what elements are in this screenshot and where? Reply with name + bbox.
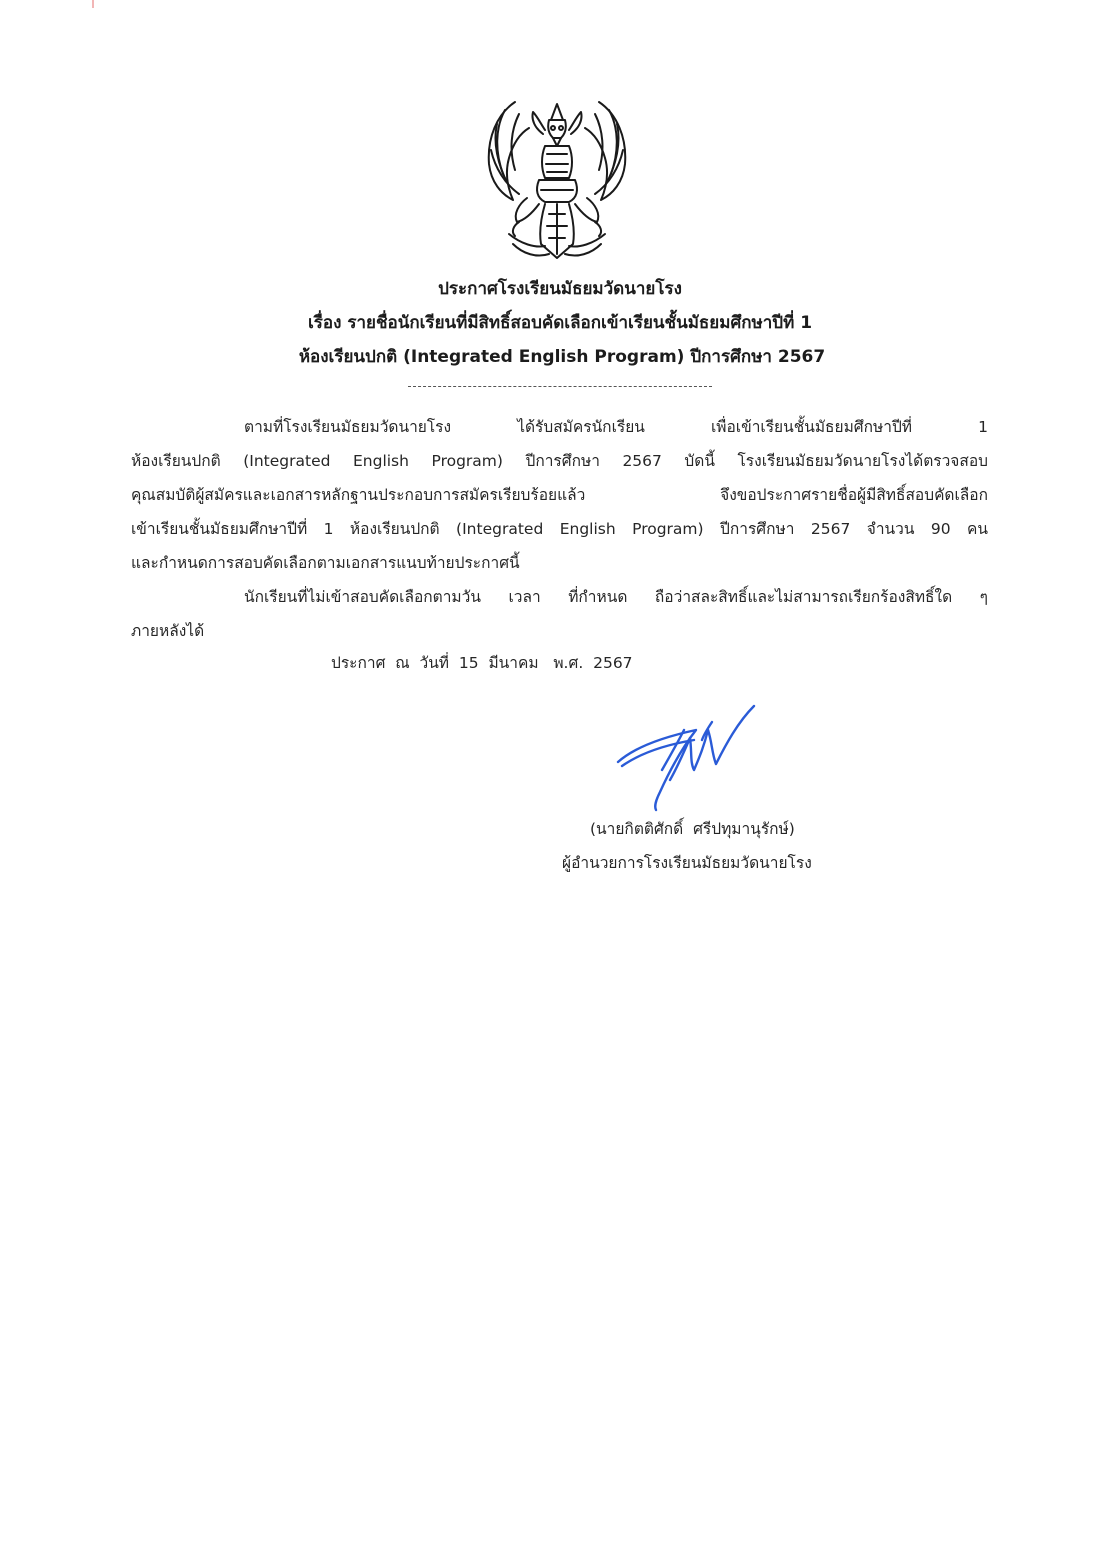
body-line: นักเรียนที่ไม่เข้าสอบคัดเลือกตามวัน เวลา ที่กำหนด ถือว่าสละสิทธิ์และไม่สามารถเรียกร้องสิทธิ์ใด ๆ [244, 588, 988, 606]
announcement-subject: เรื่อง รายชื่อนักเรียนที่มีสิทธิ์สอบคัดเลือกเข้าเรียนชั้นมัธยมศึกษาปีที่ 1 [307, 313, 813, 333]
announcement-program: ห้องเรียนปกติ (Integrated English Program) ปีการศึกษา 2567 [298, 347, 826, 367]
body-line: เข้าเรียนชั้นมัธยมศึกษาปีที่ 1 ห้องเรียนปกติ (Integrated English Program) ปีการศึกษา 2567 จำนวน 90 คน [131, 520, 988, 538]
signer-name: (นายกิตติศักดิ์ ศรีปทุมานุรักษ์) [590, 820, 795, 838]
body-line: คุณสมบัติผู้สมัครและเอกสารหลักฐานประกอบการสมัครเรียบร้อยแล้ว จึงขอประกาศรายชื่อผู้มีสิทธิ์สอบคัดเลือก [131, 486, 988, 504]
body-line: และกำหนดการสอบคัดเลือกตามเอกสารแนบท้ายประกาศนี้ [131, 554, 520, 572]
announcement-title: ประกาศโรงเรียนมัธยมวัดนายโรง [438, 279, 682, 299]
body-line: ภายหลังได้ [131, 622, 205, 640]
signer-title: ผู้อำนวยการโรงเรียนมัธยมวัดนายโรง [562, 854, 812, 872]
garuda-emblem-icon [479, 94, 635, 266]
corner-mark [92, 0, 94, 8]
body-line: ตามที่โรงเรียนมัธยมวัดนายโรง ได้รับสมัครนักเรียน เพื่อเข้าเรียนชั้นมัธยมศึกษาปีที่ 1 [244, 418, 988, 436]
body-line: ห้องเรียนปกติ (Integrated English Program) ปีการศึกษา 2567 บัดนี้ โรงเรียนมัธยมวัดนายโรงได้ตรวจสอบ [131, 452, 988, 470]
title-divider [408, 386, 712, 387]
signature-mark [612, 700, 760, 812]
announcement-date: ประกาศ ณ วันที่ 15 มีนาคม พ.ศ. 2567 [331, 654, 633, 672]
